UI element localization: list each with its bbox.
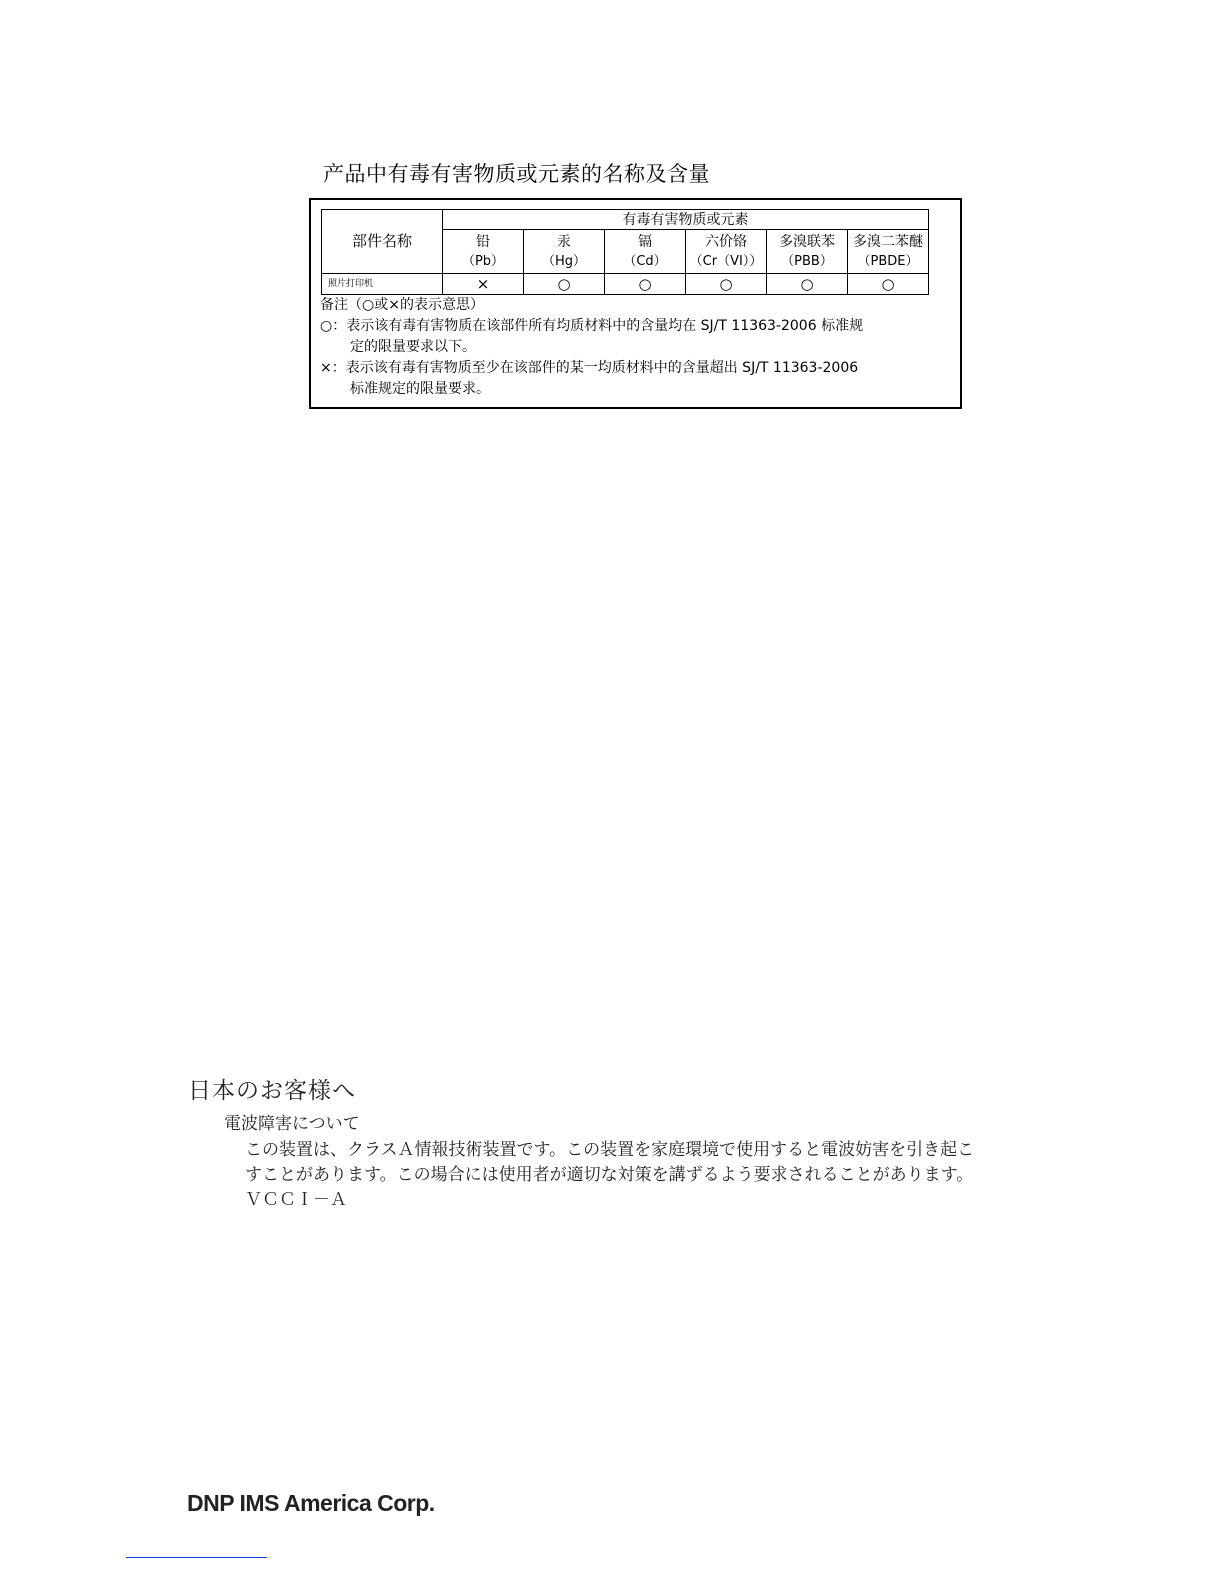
mark-cell: × (443, 274, 524, 295)
notes-heading: 备注（○或×的表示意思） (320, 297, 484, 313)
note-cross-line1: ×：表示该有毒有害物质至少在该部件的某一均质材料中的含量超出 SJ/T 11363-2006 (320, 360, 859, 376)
mark-cell: ○ (686, 274, 767, 295)
japan-notice (188, 1072, 1075, 1213)
japan-line: すことがあります。この場合には使用者が適切な対策を講ずるよう要求されることがあります。 (245, 1165, 974, 1185)
note-cross-line2: 标准规定的限量要求。 (350, 381, 490, 397)
part-name-cell: 照片打印机 (322, 274, 443, 295)
note-circle-line2: 定的限量要求以下。 (350, 339, 476, 355)
mark-cell: ○ (848, 274, 929, 295)
japan-body (245, 1138, 1075, 1213)
note-circle-line1: ○：表示该有毒有害物质在该部件所有均质材料中的含量均在 SJ/T 11363-2006 标准规 (320, 318, 864, 334)
japan-title: 日本のお客様へ (188, 1078, 356, 1104)
rohs-table (321, 209, 929, 295)
substance-header: 铅 （Pb） (443, 230, 524, 274)
company-name: DNP IMS America Corp. (187, 1490, 435, 1516)
mark-cell: ○ (767, 274, 848, 295)
substance-header: 汞 （Hg） (524, 230, 605, 274)
substance-header: 六价铬 （Cr（VI）） (686, 230, 767, 274)
substance-header: 多溴二苯醚 （PBDE） (848, 230, 929, 274)
mark-cell: ○ (605, 274, 686, 295)
substance-header: 镉 （Cd） (605, 230, 686, 274)
japan-line: この装置は、クラスＡ情報技術装置です。この装置を家庭環境で使用すると電波妨害を引き起こ (245, 1140, 975, 1160)
part-header: 部件名称 (322, 210, 443, 274)
japan-line: ＶＣＣＩ－Ａ (245, 1190, 347, 1210)
footer-rule (126, 1557, 267, 1558)
japan-subtitle: 電波障害について (224, 1114, 360, 1134)
substance-header: 多溴联苯 （PBB） (767, 230, 848, 274)
substance-group-header: 有毒有害物质或元素 (443, 210, 929, 230)
table-row (322, 274, 929, 295)
mark-cell: ○ (524, 274, 605, 295)
rohs-title: 产品中有毒有害物质或元素的名称及含量 (323, 162, 710, 186)
rohs-notes (320, 295, 956, 400)
